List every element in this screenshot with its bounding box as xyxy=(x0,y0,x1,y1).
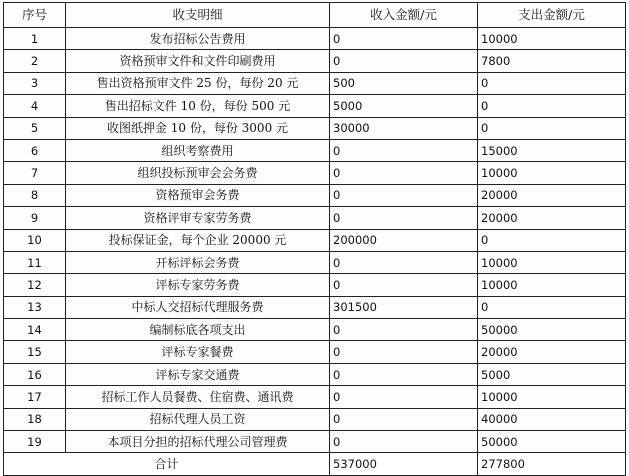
total-label: 合计 xyxy=(4,453,330,475)
row-income: 0 xyxy=(330,341,478,363)
row-description: 开标评标会务费 xyxy=(66,251,330,273)
table-row xyxy=(4,408,626,430)
row-description: 本项目分担的招标代理公司管理费 xyxy=(66,431,330,453)
row-income: 0 xyxy=(330,386,478,408)
row-number: 10 xyxy=(4,229,66,251)
header-expense: 支出金额/元 xyxy=(478,3,626,28)
row-description: 资格评审专家劳务费 xyxy=(66,207,330,229)
row-income: 30000 xyxy=(330,117,478,139)
row-income: 500 xyxy=(330,72,478,94)
row-income: 0 xyxy=(330,207,478,229)
row-income: 0 xyxy=(330,162,478,184)
table-row xyxy=(4,28,626,50)
table-row xyxy=(4,50,626,72)
row-number: 13 xyxy=(4,296,66,318)
row-income: 0 xyxy=(330,139,478,161)
table-body xyxy=(4,28,626,453)
row-expense: 10000 xyxy=(478,162,626,184)
row-income: 0 xyxy=(330,431,478,453)
row-description: 发布招标公告费用 xyxy=(66,28,330,50)
table-row xyxy=(4,117,626,139)
total-row xyxy=(4,453,626,475)
row-description: 评标专家餐费 xyxy=(66,341,330,363)
row-income: 301500 xyxy=(330,296,478,318)
row-number: 1 xyxy=(4,28,66,50)
row-expense: 20000 xyxy=(478,207,626,229)
row-number: 3 xyxy=(4,72,66,94)
row-expense: 15000 xyxy=(478,139,626,161)
row-income: 0 xyxy=(330,319,478,341)
total-expense: 277800 xyxy=(478,453,626,475)
income-expense-table xyxy=(3,2,626,476)
row-number: 4 xyxy=(4,95,66,117)
header-desc: 收支明细 xyxy=(66,3,330,28)
row-income: 0 xyxy=(330,274,478,296)
row-description: 资格预审文件和文件印刷费用 xyxy=(66,50,330,72)
row-income: 0 xyxy=(330,408,478,430)
row-income: 200000 xyxy=(330,229,478,251)
row-number: 16 xyxy=(4,363,66,385)
row-description: 收图纸押金 10 份，每份 3000 元 xyxy=(66,117,330,139)
row-expense: 10000 xyxy=(478,251,626,273)
row-description: 组织考察费用 xyxy=(66,139,330,161)
row-number: 6 xyxy=(4,139,66,161)
row-number: 9 xyxy=(4,207,66,229)
row-number: 15 xyxy=(4,341,66,363)
row-description: 编制标底各项支出 xyxy=(66,319,330,341)
row-number: 5 xyxy=(4,117,66,139)
table-row xyxy=(4,319,626,341)
total-income: 537000 xyxy=(330,453,478,475)
row-number: 11 xyxy=(4,251,66,273)
row-number: 18 xyxy=(4,408,66,430)
row-income: 0 xyxy=(330,251,478,273)
row-expense: 0 xyxy=(478,296,626,318)
table-row xyxy=(4,386,626,408)
row-description: 评标专家交通费 xyxy=(66,363,330,385)
table-row xyxy=(4,162,626,184)
row-income: 0 xyxy=(330,50,478,72)
row-income: 0 xyxy=(330,28,478,50)
table-row xyxy=(4,296,626,318)
row-income: 0 xyxy=(330,363,478,385)
table-row xyxy=(4,95,626,117)
table-row xyxy=(4,207,626,229)
row-description: 投标保证金，每个企业 20000 元 xyxy=(66,229,330,251)
row-number: 2 xyxy=(4,50,66,72)
row-description: 招标代理人员工资 xyxy=(66,408,330,430)
row-description: 售出招标文件 10 份，每份 500 元 xyxy=(66,95,330,117)
row-expense: 20000 xyxy=(478,341,626,363)
table-row xyxy=(4,341,626,363)
row-number: 14 xyxy=(4,319,66,341)
row-description: 组织投标预审会会务费 xyxy=(66,162,330,184)
row-income: 5000 xyxy=(330,95,478,117)
row-description: 评标专家劳务费 xyxy=(66,274,330,296)
row-expense: 0 xyxy=(478,229,626,251)
row-number: 7 xyxy=(4,162,66,184)
row-description: 招标工作人员餐费、住宿费、通讯费 xyxy=(66,386,330,408)
table-row xyxy=(4,431,626,453)
table-row xyxy=(4,139,626,161)
table-row xyxy=(4,363,626,385)
table-row xyxy=(4,251,626,273)
table-row xyxy=(4,184,626,206)
row-expense: 0 xyxy=(478,117,626,139)
row-expense: 0 xyxy=(478,72,626,94)
row-expense: 7800 xyxy=(478,50,626,72)
row-description: 中标人交招标代理服务费 xyxy=(66,296,330,318)
table-row xyxy=(4,274,626,296)
row-expense: 10000 xyxy=(478,28,626,50)
row-number: 12 xyxy=(4,274,66,296)
row-number: 17 xyxy=(4,386,66,408)
header-income: 收入金额/元 xyxy=(330,3,478,28)
row-expense: 5000 xyxy=(478,363,626,385)
row-number: 8 xyxy=(4,184,66,206)
row-description: 售出资格预审文件 25 份，每份 20 元 xyxy=(66,72,330,94)
row-expense: 40000 xyxy=(478,408,626,430)
row-description: 资格预审会务费 xyxy=(66,184,330,206)
row-expense: 0 xyxy=(478,95,626,117)
row-number: 19 xyxy=(4,431,66,453)
row-expense: 50000 xyxy=(478,431,626,453)
table-header-row xyxy=(4,3,626,28)
row-income: 0 xyxy=(330,184,478,206)
table-row xyxy=(4,229,626,251)
row-expense: 10000 xyxy=(478,274,626,296)
row-expense: 50000 xyxy=(478,319,626,341)
table-row xyxy=(4,72,626,94)
header-no: 序号 xyxy=(4,3,66,28)
row-expense: 20000 xyxy=(478,184,626,206)
row-expense: 10000 xyxy=(478,386,626,408)
